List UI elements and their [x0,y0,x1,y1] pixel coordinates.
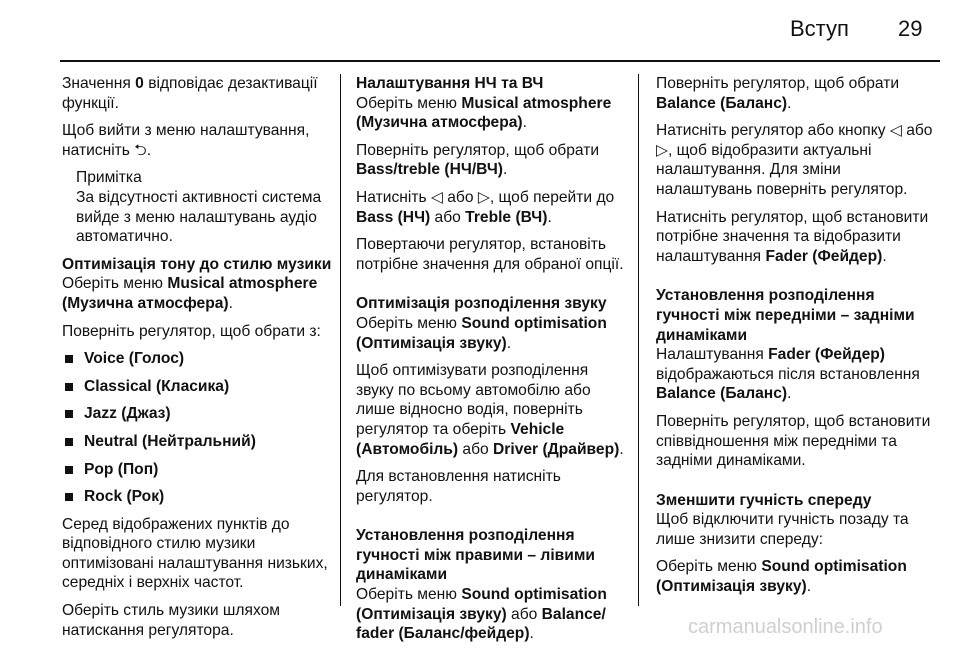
paragraph: Серед відображених пунктів до відповідного стилю музики оптимізовані налаштування низьких, середніх і верхніх частот. [62,515,328,592]
paragraph: Щоб оптимізувати розподілення звуку по всьому автомобілю або лише відносно водія, поверніть регулятор та оберіть Vehicle (Автомобіль) або Driver (Драйвер). [356,362,624,458]
bullet-icon [65,355,73,363]
note-title: Примітка [76,169,142,187]
column-divider-1 [340,74,341,606]
list-item: Classical (Класика) [62,377,334,397]
column-1 [62,74,334,648]
list-item: Pop (Поп) [62,460,334,480]
paragraph: Оберіть меню Sound optimisation (Оптимізація звуку). [356,314,607,352]
note-box [76,168,334,246]
section-title: Вступ [790,16,849,41]
column-divider-2 [638,74,639,606]
page-number: 29 [898,16,923,41]
bullet-icon [65,383,73,391]
paragraph: Оберіть меню Musical atmosphere (Музична атмосфера). [62,275,318,312]
page-header [0,0,960,68]
list-item: Neutral (Нейтральний) [62,432,334,452]
paragraph: Поверніть регулятор, щоб обрати Balance (Баланс). [656,75,900,112]
subheading: Налаштування НЧ та ВЧ [356,75,544,92]
bullet-icon [65,466,73,474]
paragraph: Щоб вийти з меню налаштування, натисніть ⮌. [62,122,310,159]
list-item: Rock (Рок) [62,487,334,507]
column-3 [656,74,940,605]
paragraph: Налаштування Fader (Фейдер) відображаються після встановлення Balance (Баланс). [656,346,920,403]
subheading: Оптимізація розподілення звуку [356,295,607,313]
paragraph: Поверніть регулятор, щоб обрати з: [62,322,321,340]
back-icon: ⮌ [134,141,147,159]
bullet-icon [65,493,73,501]
paragraph: Повертаючи регулятор, встановіть потрібне значення для обраної опції. [356,236,624,273]
paragraph: Натисніть ◁ або ▷, щоб перейти до Bass (НЧ) або Treble (ВЧ). [356,188,615,226]
paragraph: Оберіть меню Musical atmosphere (Музична атмосфера). [356,94,612,132]
header-rule [60,60,940,62]
subheading: Установлення розподілення гучності між правими – лівими динаміками [356,527,595,584]
paragraph: Натисніть регулятор або кнопку ◁ або ▷, щоб відобразити актуальні налаштування. Для зміни налаштувань поверніть регулятор. [656,122,933,198]
paragraph: Значення 0 відповідає дезактивації функції. [62,75,318,112]
music-style-list [62,349,334,507]
column-2 [356,74,626,652]
list-item: Voice (Голос) [62,349,334,369]
subheading: Установлення розподілення гучності між передніми – задніми динаміками [656,287,915,344]
paragraph: Для встановлення натисніть регулятор. [356,468,561,505]
bullet-icon [65,438,73,446]
paragraph: Оберіть меню Sound optimisation (Оптимізація звуку). [656,558,907,596]
paragraph: Щоб відключити гучність позаду та лише знизити спереду: [656,511,909,548]
subheading: Зменшити гучність спереду [656,491,872,509]
bullet-icon [65,410,73,418]
watermark: carmanualsonline.info [688,616,883,638]
paragraph: Поверніть регулятор, щоб обрати Bass/treble (НЧ/ВЧ). [356,141,600,179]
paragraph: Оберіть стиль музики шляхом натискання регулятора. [62,602,280,639]
subheading: Оптимізація тону до стилю музики [62,255,332,273]
paragraph: Натисніть регулятор, щоб встановити потрібне значення та відобразити налаштування Fader (Фейдер). [656,208,929,265]
paragraph: Оберіть меню Sound optimisation (Оптимізація звуку) або Balance/ fader (Баланс/фейдер). [356,586,607,643]
list-item: Jazz (Джаз) [62,404,334,424]
paragraph: Поверніть регулятор, щоб встановити співвідношення між передніми та задніми динаміками. [656,412,931,470]
note-text: За відсутності активності система вийде з меню налаштувань аудіо автоматично. [76,188,322,246]
